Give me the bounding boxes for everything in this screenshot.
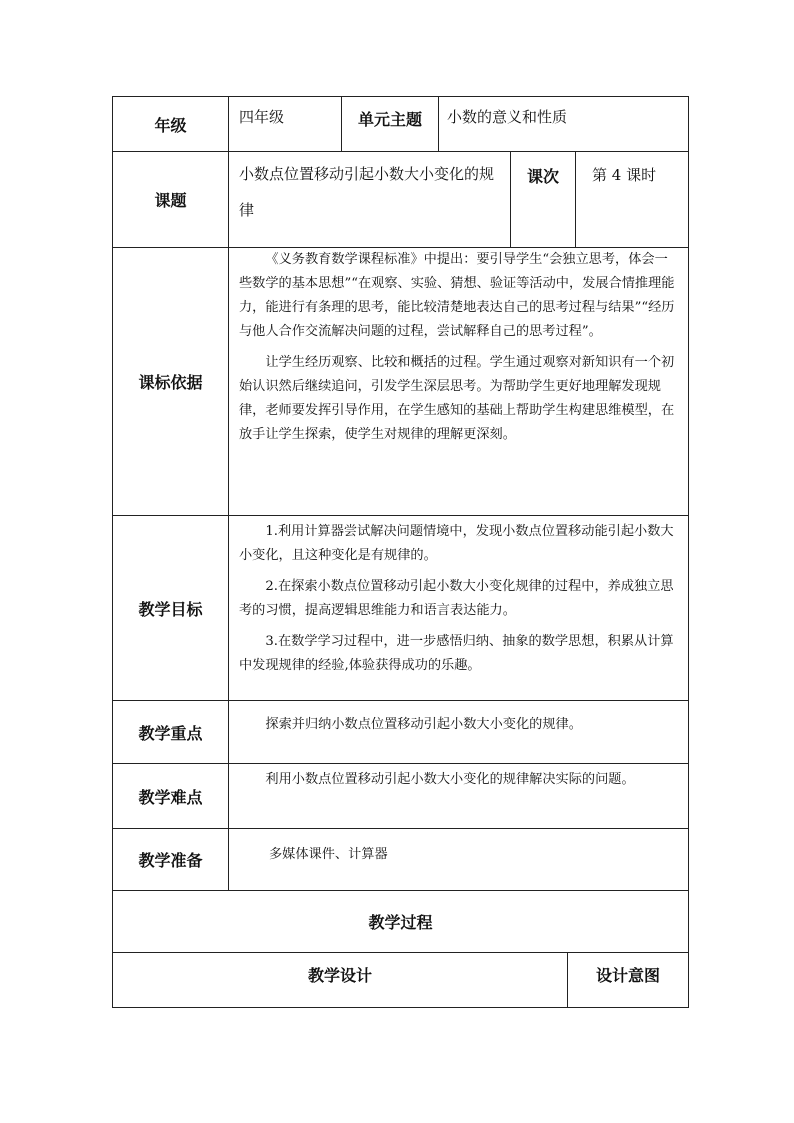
topic-label: 课题 bbox=[154, 191, 187, 210]
key-point-content bbox=[229, 701, 688, 763]
process-title: 教学过程 bbox=[368, 913, 433, 932]
table-border-right bbox=[688, 96, 689, 1008]
intent-header: 设计意图 bbox=[595, 966, 660, 985]
difficulty-text: 利用小数点位置移动引起小数大小变化的规律解决实际的问题。 bbox=[265, 772, 635, 787]
key-point-text: 探索并归纳小数点位置移动引起小数大小变化的规律。 bbox=[265, 717, 582, 732]
preparation-content bbox=[229, 829, 688, 890]
objective-2: 2.在探索小数点位置移动引起小数大小变化规律的过程中，养成独立思考的习惯，提高逻辑思维能力和语言表达能力。 bbox=[239, 579, 674, 618]
preparation-label: 教学准备 bbox=[138, 851, 203, 870]
key-point-label: 教学重点 bbox=[138, 723, 203, 743]
table-border-bottom bbox=[112, 1007, 689, 1008]
unit-label: 单元主题 bbox=[357, 110, 422, 129]
objectives-label: 教学目标 bbox=[138, 599, 203, 619]
objective-3: 3.在数学学习过程中，进一步感悟归纳、抽象的数学思想，积累从计算中发现规律的经验,体验获得成功的乐趣。 bbox=[239, 634, 674, 673]
grade-label: 年级 bbox=[154, 115, 187, 135]
topic-value: 小数点位置移动引起小数大小变化的规律 bbox=[239, 165, 495, 219]
grade-value: 四年级 bbox=[239, 108, 285, 126]
objectives-content bbox=[229, 516, 688, 700]
session-value: 第 4 课时 bbox=[592, 166, 657, 184]
unit-value: 小数的意义和性质 bbox=[447, 108, 568, 126]
session-label: 课次 bbox=[526, 167, 559, 186]
objective-1: 1.利用计算器尝试解决问题情境中，发现小数点位置移动能引起小数大小变化，且这种变化是有规律的。 bbox=[239, 524, 674, 563]
standards-paragraph-1: 《义务教育数学课程标准》中提出：要引导学生“会独立思考，体会一些数学的基本思想”“在观察、实验、猜想、验证等活动中，发展合情推理能力，能进行有条理的思考，能比较清楚地表达自己的思考过程与结果”“经历与他人合作交流解决问题的过程，尝试解释自己的思考过程”。 bbox=[239, 252, 675, 339]
preparation-text: 多媒体课件、计算器 bbox=[269, 847, 388, 862]
standards-content bbox=[229, 248, 688, 515]
design-header: 教学设计 bbox=[307, 966, 372, 985]
difficulty-label: 教学难点 bbox=[138, 787, 203, 807]
standards-paragraph-2: 让学生经历观察、比较和概括的过程。学生通过观察对新知识有一个初始认识然后继续追问，引发学生深层思考。为帮助学生更好地理解发现规律，老师要发挥引导作用，在学生感知的基础上帮助学生构建思维模型，在放手让学生探索，使学生对规律的理解更深刻。 bbox=[239, 355, 675, 442]
standards-label: 课标依据 bbox=[138, 373, 203, 392]
difficulty-content bbox=[229, 764, 688, 828]
